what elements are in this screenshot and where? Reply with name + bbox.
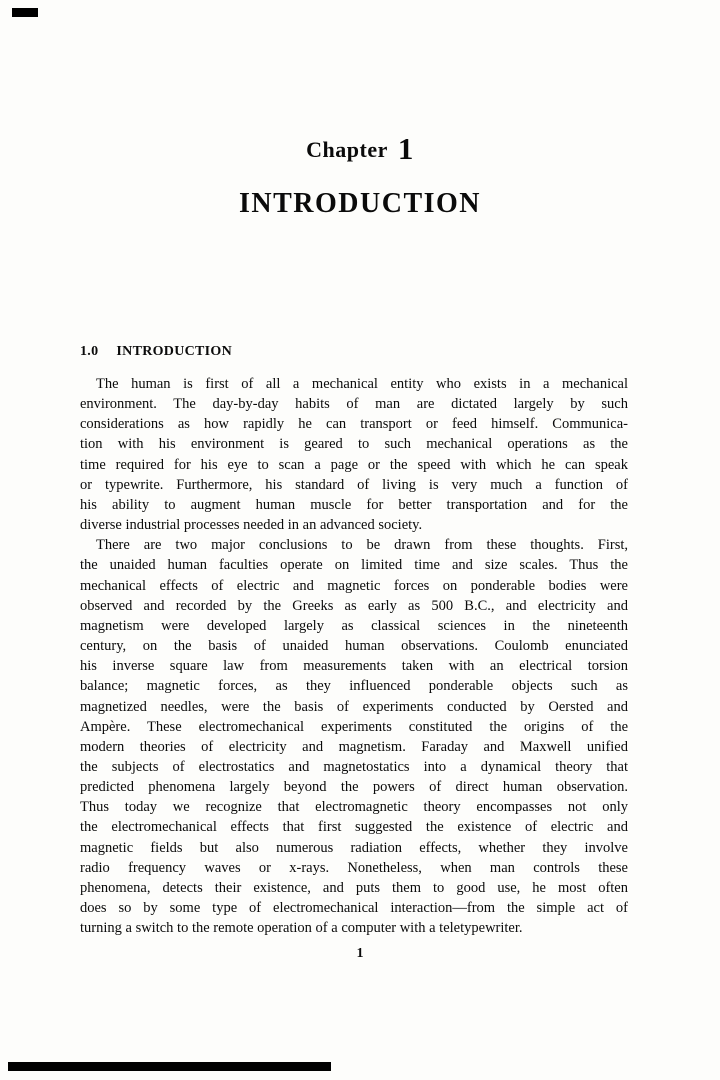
text-line: magnetism were developed largely as classical sciences in the nineteenth [80, 617, 628, 634]
paragraph [80, 374, 628, 535]
scan-artifact-bottom [8, 1062, 331, 1071]
text-line: phenomena, detects their existence, and puts them to good use, he most often [80, 879, 628, 896]
text-line: mechanical effects of electric and magnetic forces on ponderable bodies were [80, 577, 628, 594]
text-line: environment. The day-by-day habits of man are dictated largely by such [80, 396, 628, 413]
text-line: radio frequency waves or x-rays. Nonetheless, when man controls these [80, 859, 628, 876]
text-line: turning a switch to the remote operation of a computer with a teletypewriter. [80, 920, 523, 937]
text-line: time required for his eye to scan a page or the speed with which he can speak [80, 456, 628, 473]
page-number: 1 [356, 946, 364, 961]
text-line: magnetic fields but also numerous radiation effects, whether they involve [80, 839, 628, 856]
scan-artifact-top-left [12, 8, 38, 17]
text-line: balance; magnetic forces, as they influenced ponderable objects such as [80, 678, 628, 695]
text-line: The human is first of all a mechanical entity who exists in a mechanical [96, 376, 628, 392]
chapter-heading [0, 131, 720, 167]
chapter-number: 1 [397, 131, 414, 166]
text-line: modern theories of electricity and magnetism. Faraday and Maxwell unified [80, 738, 628, 755]
text-line: the electromechanical effects that first suggested the existence of electric and [80, 819, 628, 836]
text-line: the unaided human faculties operate on limited time and size scales. Thus the [80, 557, 628, 574]
body-text [80, 374, 628, 938]
text-line: his ability to augment human muscle for better transportation and for the [80, 496, 628, 513]
text-line: does so by some type of electromechanical interaction—from the simple act of [80, 900, 628, 917]
section-title: INTRODUCTION [116, 344, 233, 359]
section-number: 1.0 [80, 344, 99, 359]
text-line: Ampère. These electromechanical experiments constituted the origins of the [80, 718, 628, 735]
text-line: Thus today we recognize that electromagnetic theory encompasses not only [80, 799, 628, 816]
text-line: the subjects of electrostatics and magnetostatics into a dynamical theory that [80, 758, 628, 775]
text-line: century, on the basis of unaided human observations. Coulomb enunciated [80, 638, 628, 655]
text-line: his inverse square law from measurements taken with an electrical torsion [80, 658, 628, 675]
text-line: There are two major conclusions to be drawn from these thoughts. First, [96, 537, 628, 554]
text-line: predicted phenomena largely beyond the powers of direct human observation. [80, 779, 628, 796]
section-heading [80, 344, 232, 360]
text-line: considerations as how rapidly he can transport or feed himself. Communica- [80, 416, 628, 433]
chapter-label: Chapter [306, 137, 388, 162]
text-line: or typewrite. Furthermore, his standard of living is very much a function of [80, 476, 628, 493]
text-line: magnetized needles, were the basis of experiments conducted by Oersted and [80, 698, 628, 715]
text-line: observed and recorded by the Greeks as early as 500 B.C., and electricity and [80, 597, 628, 614]
text-line: tion with his environment is geared to such mechanical operations as the [80, 436, 628, 453]
text-line: diverse industrial processes needed in an advanced society. [80, 517, 423, 534]
paragraph [80, 535, 628, 938]
chapter-title: INTRODUCTION [238, 188, 482, 219]
